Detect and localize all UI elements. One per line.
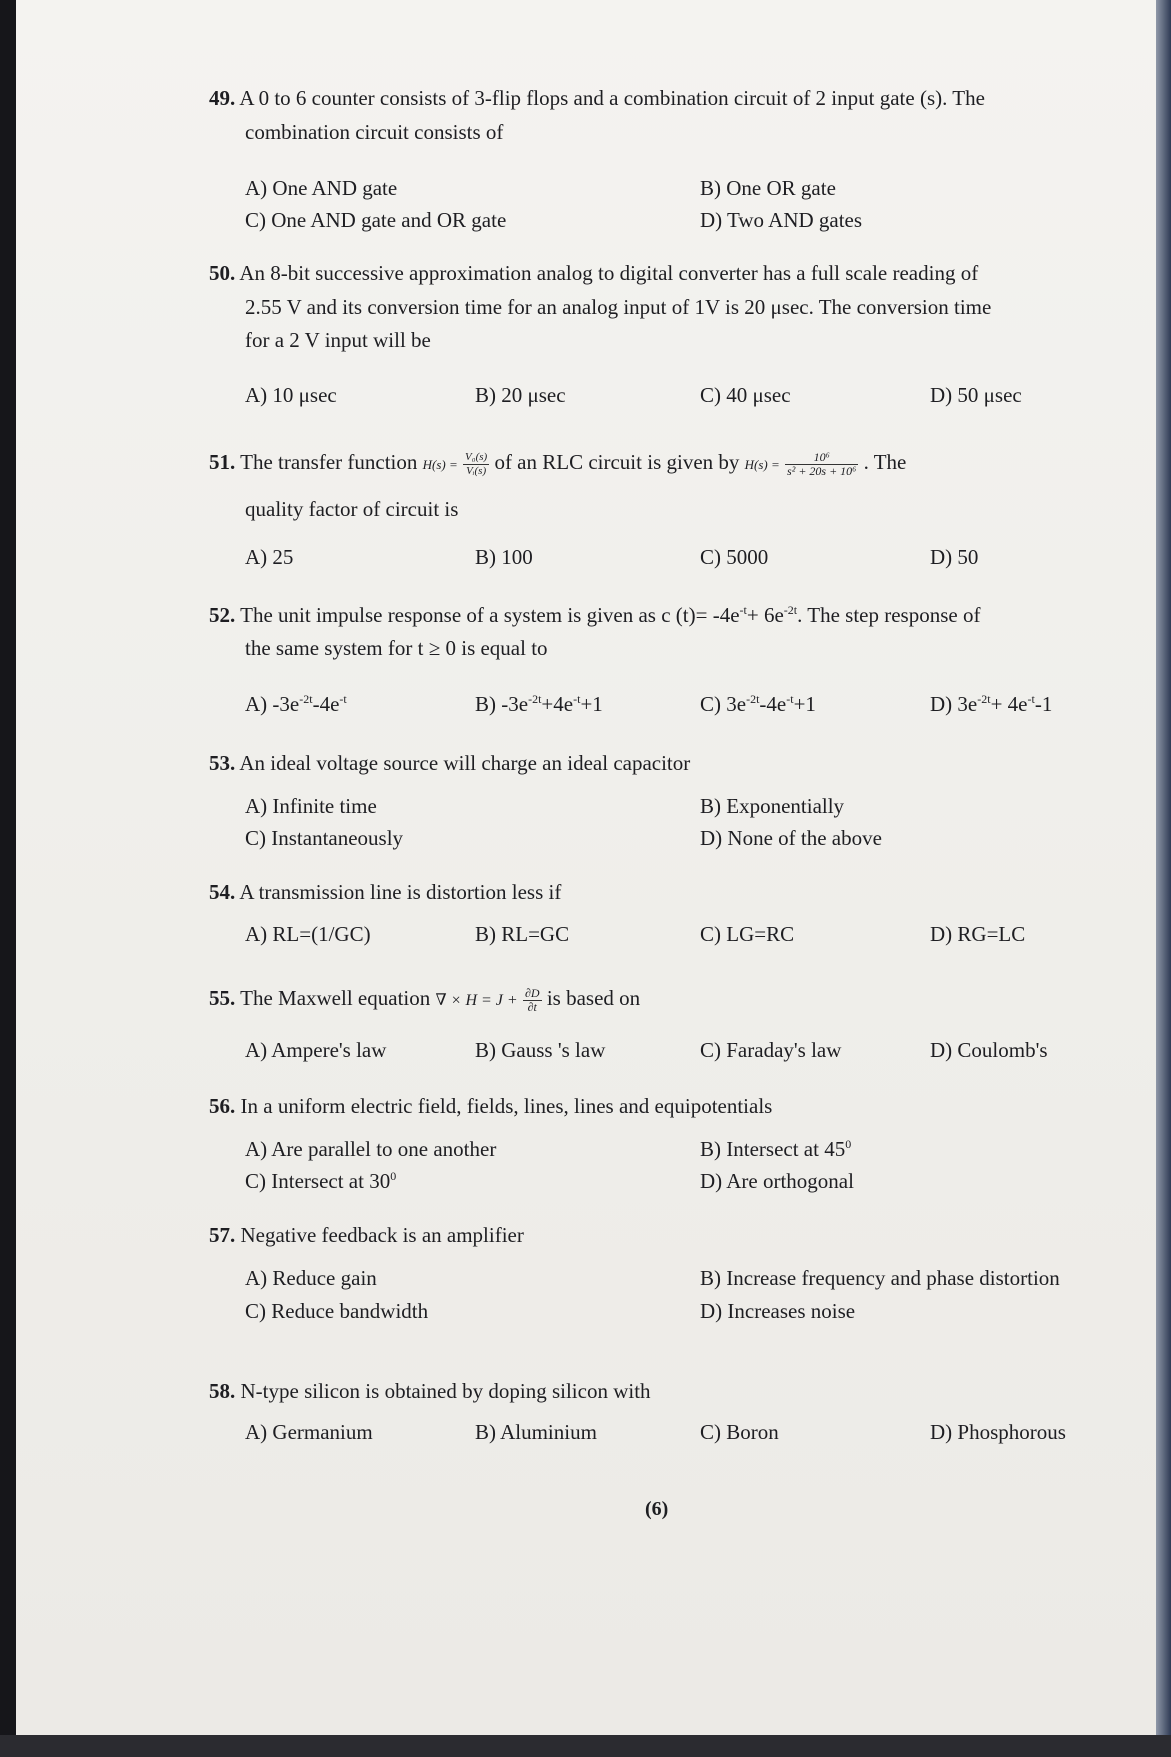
exponent: -2t [783, 603, 798, 617]
option-b[interactable]: B) RL=GC [475, 922, 570, 946]
option-c[interactable]: C) Reduce bandwidth [245, 1299, 429, 1323]
question-50-line2: 2.55 V and its conversion time for an analog input of 1V is 20 μsec. The conversion time [245, 295, 992, 319]
question-number: 56. [209, 1094, 236, 1118]
question-text: of an RLC circuit is given by [494, 450, 740, 474]
question-49-line2: combination circuit consists of [245, 120, 504, 144]
option-text: C) Intersect at 30 [245, 1169, 391, 1193]
option-d[interactable]: D) None of the above [700, 826, 882, 850]
question-text: Negative feedback is an amplifier [240, 1223, 524, 1247]
transfer-function-label: H(s) = [744, 457, 780, 472]
transfer-function-label: H(s) = [422, 457, 458, 472]
question-number: 58. [209, 1379, 236, 1403]
option-text: + 4e [990, 692, 1028, 716]
question-54 [209, 876, 1159, 909]
question-53 [209, 747, 1159, 780]
option-d[interactable]: D) RG=LC [930, 922, 1026, 946]
exponent: -t [339, 692, 347, 706]
option-c[interactable] [245, 1167, 396, 1195]
question-52-line2: the same system for t ≥ 0 is equal to [245, 636, 548, 660]
option-d[interactable]: D) 50 μsec [930, 383, 1022, 407]
option-a[interactable]: A) Infinite time [245, 794, 377, 818]
transfer-function-expression [785, 451, 858, 478]
scan-bottom-edge [0, 1735, 1171, 1757]
question-text: A transmission line is distortion less if [239, 880, 562, 904]
fraction-denominator: Vᵢ(s) [466, 464, 487, 477]
question-text: is based on [546, 986, 641, 1010]
option-b[interactable] [475, 690, 603, 718]
option-a[interactable]: A) 25 [245, 545, 294, 569]
option-text: C) 3e [700, 692, 747, 716]
exponent: -t [739, 603, 747, 617]
fraction-denominator: ∂t [527, 999, 537, 1014]
question-51 [209, 446, 1159, 481]
option-b[interactable]: B) One OR gate [700, 176, 836, 200]
option-b[interactable]: B) Exponentially [700, 794, 845, 818]
option-d[interactable]: D) Phosphorous [930, 1420, 1066, 1444]
option-a[interactable]: A) RL=(1/GC) [245, 922, 371, 946]
option-d[interactable]: D) Increases noise [700, 1299, 856, 1323]
option-text: D) 3e [930, 692, 978, 716]
option-text: -1 [1034, 692, 1053, 716]
fraction-numerator: 10⁶ [785, 451, 858, 465]
option-d[interactable]: D) Two AND gates [700, 208, 863, 232]
option-text: A) -3e [245, 692, 300, 716]
fraction-numerator: ∂D [524, 985, 540, 1000]
question-number: 57. [209, 1223, 236, 1247]
exponent: -t [573, 692, 581, 706]
exponent: -t [1027, 692, 1035, 706]
question-number: 55. [209, 986, 236, 1010]
question-55 [209, 982, 1159, 1017]
question-text: An ideal voltage source will charge an ideal capacitor [239, 751, 691, 775]
option-a[interactable]: A) Germanium [245, 1420, 373, 1444]
option-b[interactable]: B) Aluminium [475, 1420, 597, 1444]
question-text: A 0 to 6 counter consists of 3-flip flops and a combination circuit of 2 input gate (s). The [239, 86, 985, 110]
option-text: B) Intersect at 45 [700, 1137, 846, 1161]
option-c[interactable]: C) One AND gate and OR gate [245, 208, 507, 232]
option-b[interactable]: B) Increase frequency and phase distortion [700, 1266, 1060, 1290]
option-text: +4e [541, 692, 574, 716]
question-text: An 8-bit successive approximation analog to digital converter has a full scale reading of [239, 261, 979, 285]
question-51-line2: quality factor of circuit is [245, 497, 459, 521]
scan-left-edge [0, 0, 16, 1757]
exponent: -2t [528, 692, 542, 706]
question-text: In a uniform electric field, fields, lines, lines and equipotentials [240, 1094, 773, 1118]
option-a[interactable]: A) Ampere's law [245, 1038, 387, 1062]
degree-superscript: 0 [845, 1137, 852, 1151]
question-number: 49. [209, 86, 236, 110]
option-text: +1 [580, 692, 603, 716]
option-b[interactable]: B) 20 μsec [475, 383, 566, 407]
question-number: 50. [209, 261, 236, 285]
question-number: 53. [209, 751, 236, 775]
question-text: The Maxwell equation [240, 986, 431, 1010]
exponent: -2t [746, 692, 760, 706]
option-text: B) -3e [475, 692, 529, 716]
option-d[interactable]: D) Are orthogonal [700, 1169, 854, 1193]
option-c[interactable]: C) Instantaneously [245, 826, 404, 850]
option-text: -4e [759, 692, 787, 716]
question-number: 54. [209, 880, 236, 904]
question-text: . The [863, 450, 907, 474]
option-a[interactable]: A) One AND gate [245, 176, 398, 200]
option-c[interactable]: C) Faraday's law [700, 1038, 842, 1062]
question-text: The unit impulse response of a system is given as c (t)= -4e [240, 603, 740, 627]
displacement-current-fraction [523, 987, 542, 1014]
question-text: + 6e [746, 603, 784, 627]
question-56 [209, 1090, 1159, 1123]
option-a[interactable]: A) Are parallel to one another [245, 1137, 497, 1161]
option-b[interactable]: B) 100 [475, 545, 533, 569]
option-d[interactable]: D) 50 [930, 545, 979, 569]
option-a[interactable]: A) Reduce gain [245, 1266, 377, 1290]
maxwell-equation: ∇ × H = J + [435, 992, 518, 1009]
degree-superscript: 0 [390, 1169, 397, 1183]
fraction-denominator: s² + 20s + 10⁶ [787, 463, 857, 478]
option-c[interactable]: C) Boron [700, 1420, 779, 1444]
question-57 [209, 1219, 1159, 1252]
fraction-numerator: V₀(s) [465, 450, 488, 463]
option-a[interactable] [245, 690, 347, 718]
question-49 [209, 82, 1159, 115]
question-number: 52. [209, 603, 236, 627]
option-c[interactable]: C) 5000 [700, 545, 769, 569]
question-58 [209, 1375, 1159, 1408]
question-text: . The step response of [797, 603, 981, 627]
option-b[interactable] [700, 1135, 851, 1163]
question-number: 51. [209, 450, 236, 474]
transfer-function-fraction [463, 451, 489, 478]
option-c[interactable]: C) 40 μsec [700, 383, 791, 407]
option-text: -4e [312, 692, 340, 716]
exponent: -t [786, 692, 794, 706]
exponent: -2t [977, 692, 991, 706]
option-a[interactable]: A) 10 μsec [245, 383, 337, 407]
option-d[interactable] [930, 690, 1052, 718]
option-text: +1 [793, 692, 816, 716]
question-52 [209, 599, 1159, 632]
question-text: N-type silicon is obtained by doping silicon with [240, 1379, 651, 1403]
option-c[interactable] [700, 690, 816, 718]
exponent: -2t [299, 692, 313, 706]
option-d[interactable]: D) Coulomb's [930, 1038, 1048, 1062]
question-50 [209, 257, 1159, 290]
question-text: The transfer function [240, 450, 418, 474]
option-c[interactable]: C) LG=RC [700, 922, 795, 946]
page-number: (6) [645, 1498, 669, 1520]
question-50-line3: for a 2 V input will be [245, 328, 431, 352]
option-b[interactable]: B) Gauss 's law [475, 1038, 606, 1062]
